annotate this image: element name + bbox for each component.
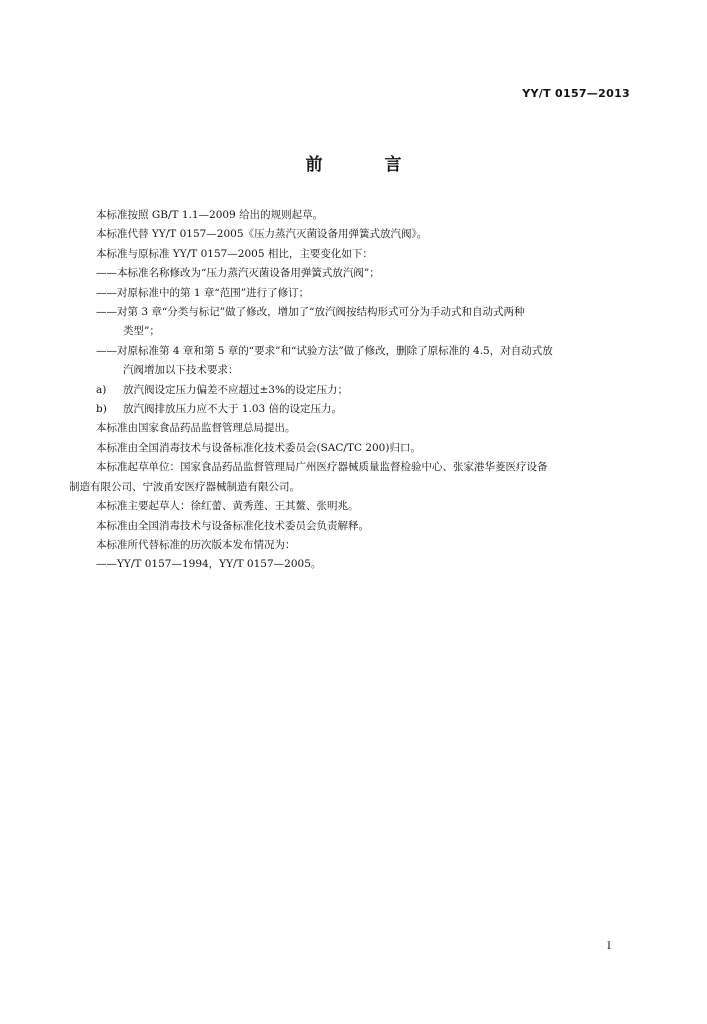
paragraph-drafting-units-cont: 制造有限公司、宁波甬安医疗器械制造有限公司。	[69, 480, 300, 493]
list-label-a: a)	[96, 383, 107, 396]
list-text-b: 放汽阀排放压力应不大于 1.03 倍的设定压力。	[123, 403, 343, 416]
paragraph-proposed-by: 本标准由国家食品药品监督管理总局提出。	[96, 422, 296, 435]
paragraph-history-intro: 本标准所代替标准的历次版本发布情况为：	[96, 538, 296, 551]
standard-code: YY/T 0157—2013	[522, 87, 630, 100]
paragraph-under-jurisdiction: 本标准由全国消毒技术与设备标准化技术委员会(SAC/TC 200)归口。	[96, 441, 421, 454]
list-item-a	[69, 381, 635, 400]
history-item: ——YY/T 0157—1994，YY/T 0157—2005。	[96, 558, 322, 571]
foreword-body	[69, 206, 635, 575]
list-label-b: b)	[96, 403, 107, 416]
page-number: I	[607, 941, 611, 952]
change-item-title: ——本标准名称修改为“压力蒸汽灭菌设备用弹簧式放汽阀”；	[96, 267, 380, 280]
paragraph-drafting-rules: 本标准按照 GB/T 1.1—2009 给出的规则起草。	[96, 209, 324, 221]
paragraph-replaces: 本标准代替 YY/T 0157—2005《压力蒸汽灭菌设备用弹簧式放汽阀》。	[96, 228, 428, 241]
paragraph-drafters: 本标准主要起草人：徐红蕾、黄秀莲、王其鳌、张明兆。	[96, 500, 359, 513]
change-item-requirements: ——对原标准第 4 章和第 5 章的“要求”和“试验方法”做了修改，删除了原标准的 4.5，对自动式放	[96, 344, 553, 357]
list-text-a: 放汽阀设定压力偏差不应超过±3%的设定压力；	[123, 383, 348, 396]
change-item-classification-cont: 类型”；	[123, 325, 160, 338]
paragraph-changes-intro: 本标准与原标准 YY/T 0157—2005 相比，主要变化如下：	[96, 247, 373, 260]
paragraph-drafting-units: 本标准起草单位：国家食品药品监督管理局广州医疗器械质量监督检验中心、张家港华菱医疗设备	[96, 461, 548, 474]
change-item-requirements-cont: 汽阀增加以下技术要求：	[123, 364, 239, 377]
paragraph-interpretation: 本标准由全国消毒技术与设备标准化技术委员会负责解释。	[96, 519, 369, 532]
list-item-b	[69, 400, 635, 419]
change-item-classification: ——对第 3 章“分类与标记”做了修改，增加了“放汽阀按结构形式可分为手动式和自动式两种	[96, 306, 525, 319]
change-item-scope: ——对原标准中的第 1 章“范围”进行了修订；	[96, 286, 310, 299]
foreword-title: 前 言	[305, 155, 430, 175]
